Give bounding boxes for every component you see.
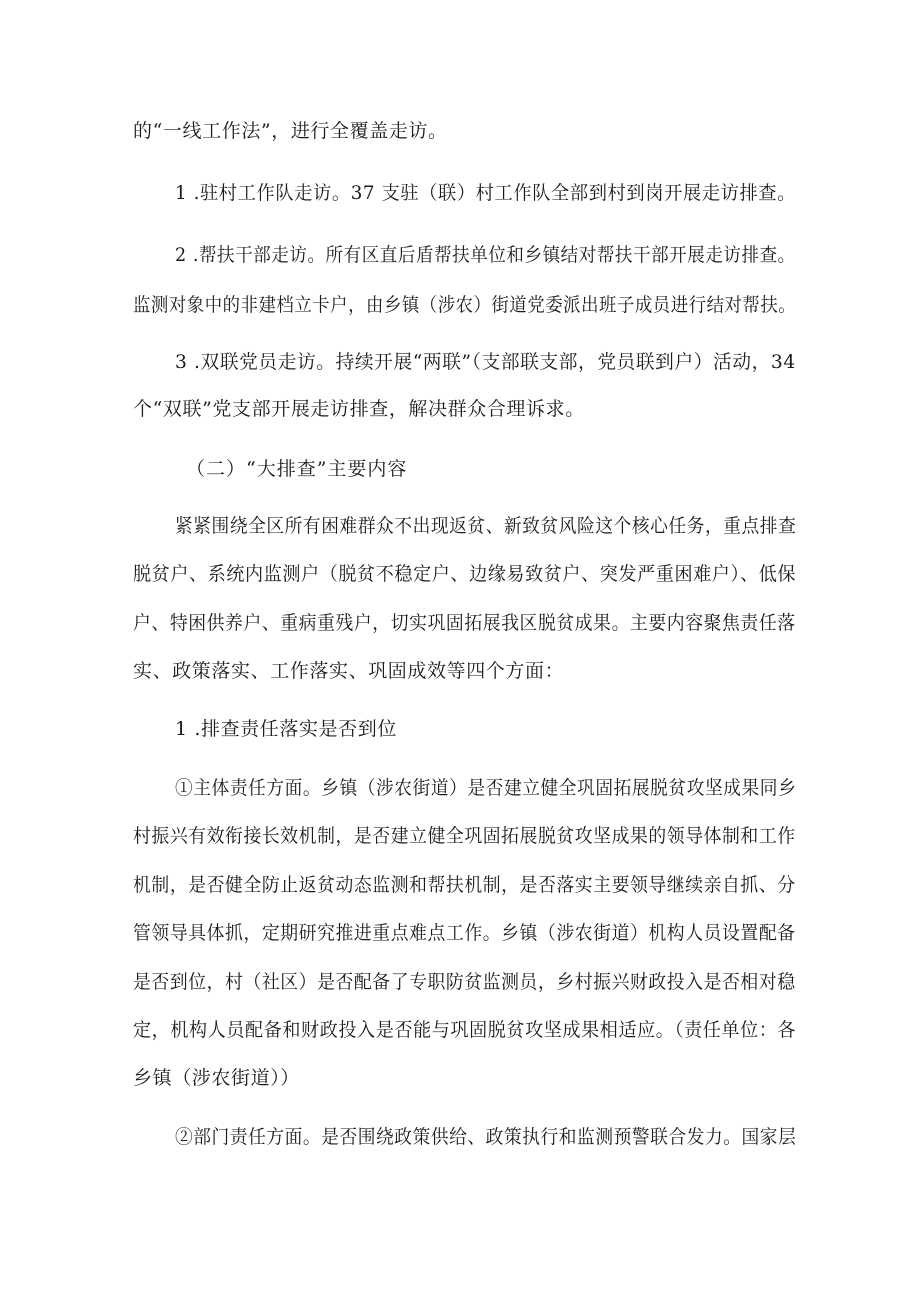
point-2-line-1: ②部门责任方面。是否围绕政策供给、政策执行和监测预警联合发力。国家层: [175, 1126, 797, 1148]
item-visit-2-line-1: 2 .帮扶干部走访。所有区直后盾帮扶单位和乡镇结对帮扶干部开展走访排查。: [175, 244, 796, 266]
section-intro-line-1: 紧紧围绕全区所有困难群众不出现返贫、新致贫风险这个核心任务，重点排查: [175, 515, 797, 537]
section-intro-line-4: 实、政策落实、工作落实、巩固成效等四个方面：: [133, 660, 565, 682]
item-visit-3-line-1: 3 .双联党员走访。持续开展“两联”（支部联支部，党员联到户）活动，34: [175, 351, 796, 373]
section-intro-line-3: 户、特困供养户、重病重残户，切实巩固拓展我区脱贫成果。主要内容聚焦责任落: [133, 612, 796, 634]
point-1-line-4: 管领导具体抓，定期研究推进重点难点工作。乡镇（涉农街道）机构人员设置配备: [133, 922, 796, 944]
section-heading: （二）“大排查”主要内容: [186, 458, 408, 480]
point-1-line-5: 是否到位，村（社区）是否配备了专职防贫监测员，乡村振兴财政投入是否相对稳: [133, 971, 796, 993]
point-1-line-2: 村振兴有效衔接长效机制，是否建立健全巩固拓展脱贫攻坚成果的领导体制和工作: [133, 825, 796, 847]
point-1-line-3: 机制，是否健全防止返贫动态监测和帮扶机制，是否落实主要领导继续亲自抓、分: [133, 874, 796, 896]
item-visit-1-line: 1 .驻村工作队走访。37 支驻（联）村工作队全部到村到岗开展走访排查。: [175, 182, 796, 204]
point-1-line-6: 定，机构人员配备和财政投入是否能与巩固脱贫攻坚成果相适应。（责任单位：各: [133, 1019, 797, 1041]
item-visit-2-line-2: 监测对象中的非建档立卡户，由乡镇（涉农）街道党委派出班子成员进行结对帮扶。: [133, 294, 797, 316]
subheading-1: 1 .排查责任落实是否到位: [175, 718, 397, 740]
point-1-line-1: ①主体责任方面。乡镇（涉农街道）是否建立健全巩固拓展脱贫攻坚成果同乡: [175, 777, 797, 799]
item-visit-3-line-2: 个“双联”党支部开展走访排查，解决群众合理诉求。: [133, 398, 585, 420]
paragraph-continuation-line: 的“一线工作法”，进行全覆盖走访。: [133, 120, 448, 142]
point-1-line-7: 乡镇（涉农街道））: [133, 1067, 300, 1089]
section-intro-line-2: 脱贫户、系统内监测户（脱贫不稳定户、边缘易致贫户、突发严重困难户）、低保: [133, 563, 797, 585]
